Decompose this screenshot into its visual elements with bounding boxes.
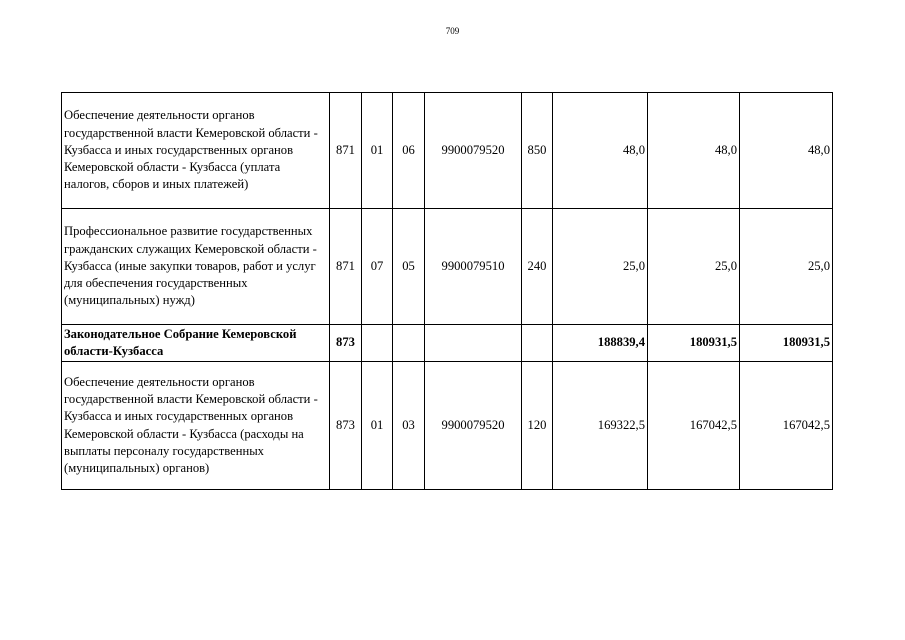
amount-year-2: 180931,5	[648, 325, 740, 362]
amount-year-3: 180931,5	[740, 325, 833, 362]
amount-year-3: 48,0	[740, 93, 833, 209]
amount-year-2: 25,0	[648, 209, 740, 325]
ministry-code: 873	[330, 362, 362, 490]
amount-year-1: 25,0	[553, 209, 648, 325]
target-article-code: 9900079520	[425, 362, 522, 490]
expense-type-code	[522, 325, 553, 362]
expense-type-code: 120	[522, 362, 553, 490]
section-code: 01	[362, 362, 393, 490]
budget-table	[61, 92, 833, 490]
target-article-code: 9900079510	[425, 209, 522, 325]
page-number: 709	[445, 26, 460, 36]
subsection-code: 03	[393, 362, 425, 490]
expense-type-code: 240	[522, 209, 553, 325]
row-description: Обеспечение деятельности органов государственной власти Кемеровской области - Кузбасса и иных государственных органов Кемеровской области - Кузбасса (расходы на выплаты персоналу государственных (муниципальных) органов)	[62, 362, 330, 490]
row-description: Обеспечение деятельности органов государственной власти Кемеровской области - Кузбасса и иных государственных органов Кемеровской области - Кузбасса (уплата налогов, сборов и иных платежей)	[62, 93, 330, 209]
row-description: Профессиональное развитие государственных гражданских служащих Кемеровской области - Кузбасса (иные закупки товаров, работ и услуг для обеспечения государственных (муниципальных) нужд)	[62, 209, 330, 325]
table-row	[62, 209, 833, 325]
table-row	[62, 325, 833, 362]
subsection-code	[393, 325, 425, 362]
amount-year-3: 25,0	[740, 209, 833, 325]
budget-table-body	[62, 93, 833, 490]
target-article-code: 9900079520	[425, 93, 522, 209]
table-row	[62, 93, 833, 209]
amount-year-1: 169322,5	[553, 362, 648, 490]
amount-year-1: 48,0	[553, 93, 648, 209]
ministry-code: 871	[330, 209, 362, 325]
table-row	[62, 362, 833, 490]
ministry-code: 873	[330, 325, 362, 362]
row-description: Законодательное Собрание Кемеровской области-Кузбасса	[62, 325, 330, 362]
section-code	[362, 325, 393, 362]
expense-type-code: 850	[522, 93, 553, 209]
subsection-code: 06	[393, 93, 425, 209]
target-article-code	[425, 325, 522, 362]
subsection-code: 05	[393, 209, 425, 325]
amount-year-3: 167042,5	[740, 362, 833, 490]
amount-year-2: 48,0	[648, 93, 740, 209]
section-code: 07	[362, 209, 393, 325]
amount-year-1: 188839,4	[553, 325, 648, 362]
ministry-code: 871	[330, 93, 362, 209]
section-code: 01	[362, 93, 393, 209]
amount-year-2: 167042,5	[648, 362, 740, 490]
